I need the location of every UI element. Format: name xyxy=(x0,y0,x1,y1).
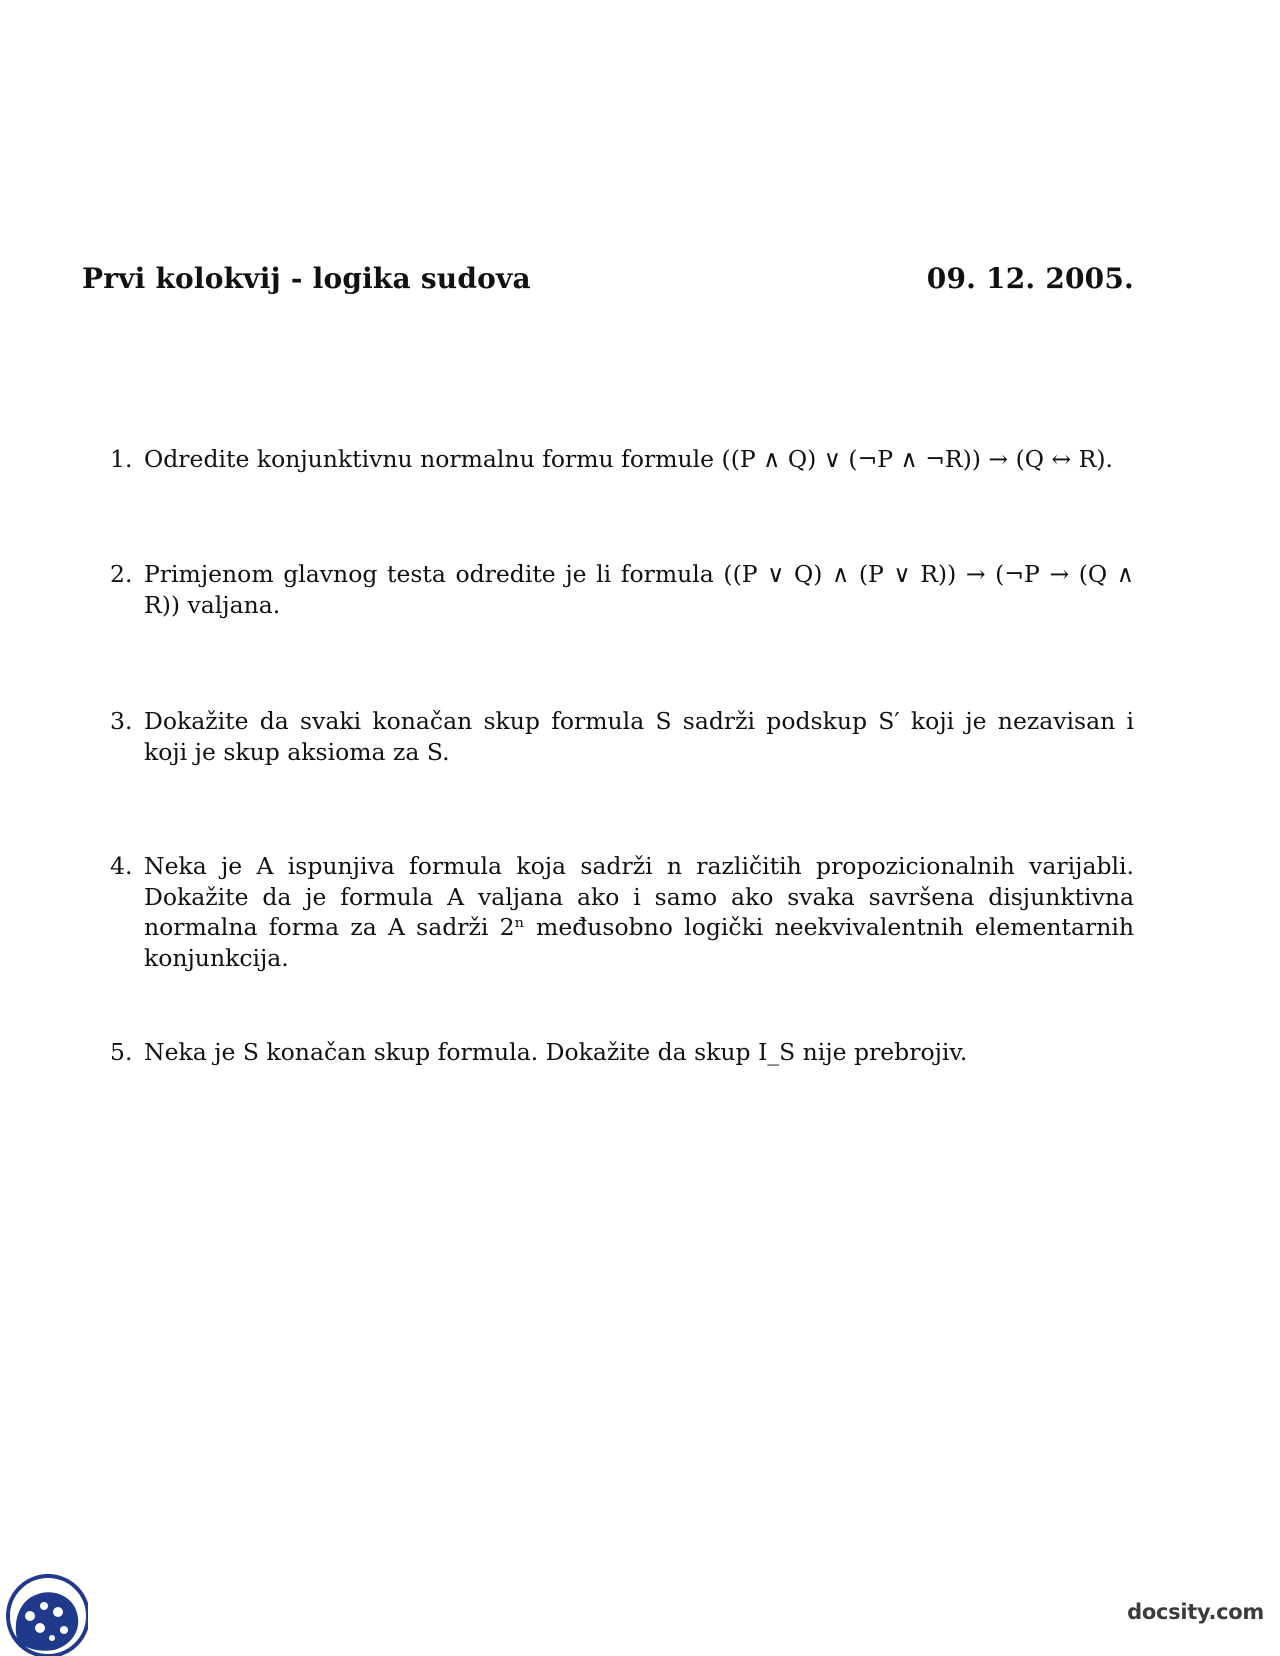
problem-number: 2. xyxy=(110,560,133,588)
problem-text: Dokažite da svaki konačan skup formula S sadrži podskup S′ koji je nezavisan i koji je skup aksioma za S. xyxy=(144,707,1134,766)
problem-number: 4. xyxy=(110,852,133,880)
problem-2 xyxy=(110,559,1134,620)
problem-1 xyxy=(110,444,1113,475)
problem-text: Neka je S konačan skup formula. Dokažite da skup I_S nije prebrojiv. xyxy=(144,1038,968,1066)
problem-3 xyxy=(110,706,1134,767)
problem-number: 1. xyxy=(110,445,133,473)
problem-5 xyxy=(110,1037,967,1068)
problem-number: 5. xyxy=(110,1038,133,1066)
exam-header xyxy=(82,262,1134,295)
exam-date: 09. 12. 2005. xyxy=(926,262,1134,295)
problem-text: Primjenom glavnog testa odredite je li formula ((P ∨ Q) ∧ (P ∨ R)) → (¬P → (Q ∧ R)) valjana. xyxy=(144,560,1134,619)
exam-title: Prvi kolokvij - logika sudova xyxy=(82,262,531,295)
problem-text: Odredite konjunktivnu normalnu formu formule ((P ∧ Q) ∨ (¬P ∧ ¬R)) → (Q ↔ R). xyxy=(144,445,1113,473)
problem-text: Neka je A ispunjiva formula koja sadrži n različitih propozicionalnih varijabli. Dokažite da je formula A valjana ako i samo ako svaka savršena disjunktivna normalna forma za A sadrži 2ⁿ međusobno logički neekvivalentnih elementarnih konjunkcija. xyxy=(144,852,1134,972)
problem-4 xyxy=(110,851,1134,973)
docsity-bird-icon[interactable] xyxy=(4,1572,88,1656)
docsity-brand[interactable]: docsity.com xyxy=(1127,1600,1264,1624)
problem-number: 3. xyxy=(110,707,133,735)
